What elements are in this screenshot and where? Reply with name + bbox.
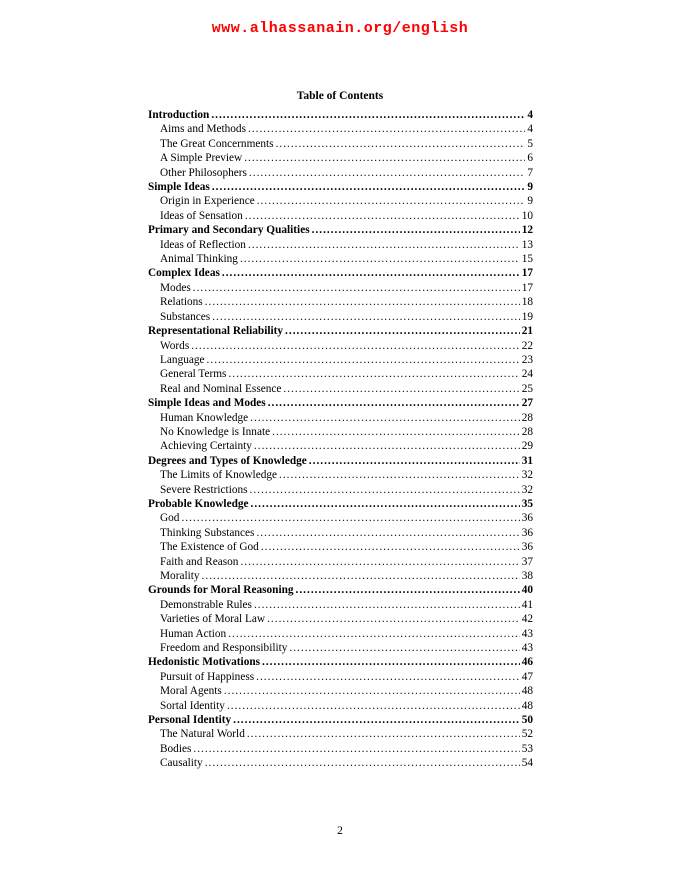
dot-leader [193,742,519,756]
toc-entry [148,756,533,770]
toc-entry [148,727,533,741]
toc-entry-label: Probable Knowledge [148,497,249,510]
toc-entry-page: 7 [527,166,533,179]
toc-entry-page: 40 [521,584,533,597]
toc-entry-label: Primary and Secondary Qualities [148,224,310,237]
toc-entry-label: Introduction [148,109,210,121]
toc-entry [148,266,533,280]
dot-leader [222,266,520,280]
dot-leader [261,540,520,554]
toc-entry-label: Severe Restrictions [160,483,248,496]
toc-entry-label: Achieving Certainty [160,440,252,453]
toc-entry-page: 21 [521,325,533,338]
table-of-contents [148,108,533,771]
toc-entry-page: 4 [527,109,533,121]
toc-entry-label: Human Action [160,627,227,640]
dot-leader [233,713,520,727]
toc-entry [148,555,533,569]
dot-leader [267,612,520,626]
dot-leader [227,699,520,713]
toc-entry-page: 17 [521,267,533,280]
toc-entry-page: 32 [521,483,533,496]
toc-entry-label: Animal Thinking [160,253,238,266]
toc-entry-label: The Limits of Knowledge [160,469,278,482]
toc-entry-page: 6 [527,152,533,165]
toc-entry-label: Moral Agents [160,685,222,698]
toc-entry-label: God [160,512,180,525]
toc-entry [148,540,533,554]
dot-leader [202,569,520,583]
toc-entry [148,583,533,597]
toc-entry [148,483,533,497]
toc-entry-page: 25 [521,382,533,395]
dot-leader [191,339,519,353]
toc-entry-page: 36 [521,512,533,525]
dot-leader [247,727,520,741]
toc-entry [148,670,533,684]
toc-entry-label: Hedonistic Motivations [148,656,261,669]
toc-entry [148,324,533,338]
toc-entry-page: 48 [521,699,533,712]
dot-leader [272,425,520,439]
toc-entry-page: 24 [521,368,533,381]
toc-entry-page: 47 [521,670,533,683]
toc-entry [148,310,533,324]
toc-entry-label: Language [160,353,205,366]
toc-entry-label: Morality [160,570,200,582]
toc-entry-page: 38 [521,570,533,582]
dot-leader [257,194,526,208]
dot-leader [205,756,520,770]
dot-leader [276,137,526,151]
toc-entry-label: The Existence of God [160,541,259,554]
dot-leader [268,396,520,410]
toc-entry [148,209,533,223]
toc-entry-label: Modes [160,281,191,294]
toc-entry-page: 10 [521,209,533,222]
toc-entry-label: Varieties of Moral Law [160,613,266,626]
toc-entry-label: The Great Concernments [160,137,274,150]
toc-entry-label: Human Knowledge [160,411,249,424]
dot-leader [207,353,520,367]
toc-entry-page: 37 [521,555,533,568]
dot-leader [181,511,519,525]
toc-entry [148,598,533,612]
toc-entry-label: Complex Ideas [148,267,220,280]
toc-entry [148,166,533,180]
toc-entry-page: 19 [521,310,533,323]
toc-entry-label: Pursuit of Happiness [160,670,255,683]
dot-leader [193,281,520,295]
toc-entry [148,641,533,655]
toc-entry-page: 43 [521,627,533,640]
toc-entry [148,713,533,727]
toc-entry-label: Ideas of Reflection [160,238,246,251]
toc-entry-page: 23 [521,353,533,366]
toc-entry [148,526,533,540]
dot-leader [256,526,519,540]
toc-entry-label: Aims and Methods [160,123,246,136]
toc-entry-page: 31 [521,454,533,467]
dot-leader [289,641,519,655]
dot-leader [205,295,520,309]
dot-leader [248,238,520,252]
toc-entry [148,151,533,165]
toc-entry-page: 41 [521,598,533,611]
site-url: www.alhassanain.org/english [211,20,469,37]
toc-entry-page: 27 [521,397,533,410]
toc-entry-page: 50 [521,714,533,727]
dot-leader [240,555,519,569]
toc-entry-label: Origin in Experience [160,195,255,208]
toc-entry-page: 18 [521,296,533,309]
toc-entry-label: Degrees and Types of Knowledge [148,454,307,467]
toc-entry-label: Words [160,339,190,352]
dot-leader [254,598,520,612]
toc-entry-page: 35 [521,497,533,510]
toc-entry [148,411,533,425]
toc-entry-label: The Natural World [160,728,245,741]
toc-entry-page: 12 [521,224,533,237]
toc-entry [148,655,533,669]
toc-entry [148,252,533,266]
toc-entry [148,367,533,381]
toc-entry [148,497,533,511]
toc-entry-label: Ideas of Sensation [160,209,243,222]
dot-leader [251,497,520,511]
dot-leader [228,627,519,641]
toc-entry-page: 53 [521,742,533,755]
toc-entry-page: 15 [521,253,533,266]
dot-leader [256,670,520,684]
toc-entry [148,194,533,208]
toc-entry-page: 28 [521,425,533,438]
toc-entry [148,439,533,453]
toc-entry [148,281,533,295]
toc-entry [148,238,533,252]
toc-entry [148,454,533,468]
dot-leader [212,180,526,194]
toc-entry-label: Sortal Identity [160,699,225,712]
toc-entry [148,468,533,482]
toc-entry-label: Simple Ideas [148,181,210,194]
toc-entry-page: 13 [521,238,533,251]
dot-leader [250,411,520,425]
toc-entry [148,108,533,122]
toc-entry-label: Other Philosophers [160,166,247,179]
toc-entry-label: Thinking Substances [160,526,255,539]
toc-entry-page: 52 [521,728,533,741]
toc-entry-page: 4 [527,123,533,136]
toc-entry-label: Real and Nominal Essence [160,382,282,395]
dot-leader [249,166,525,180]
toc-entry [148,339,533,353]
toc-entry-page: 36 [521,541,533,554]
dot-leader [212,310,520,324]
toc-entry-page: 17 [521,281,533,294]
toc-entry [148,396,533,410]
dot-leader [224,684,520,698]
dot-leader [279,468,520,482]
toc-entry-page: 5 [527,137,533,150]
toc-entry-page: 43 [521,642,533,655]
toc-entry-page: 36 [521,526,533,539]
toc-entry [148,425,533,439]
toc-entry-label: No Knowledge is Innate [160,425,271,438]
dot-leader [248,122,525,136]
toc-entry-page: 54 [521,757,533,770]
toc-entry-page: 32 [521,469,533,482]
dot-leader [244,151,525,165]
toc-entry [148,295,533,309]
dot-leader [254,439,520,453]
dot-leader [245,209,520,223]
dot-leader [285,324,520,338]
dot-leader [312,223,520,237]
toc-entry-label: Faith and Reason [160,555,239,568]
toc-entry [148,569,533,583]
toc-entry [148,180,533,194]
toc-entry-page: 42 [521,613,533,626]
toc-entry [148,137,533,151]
toc-entry [148,627,533,641]
toc-entry [148,612,533,626]
toc-entry-page: 29 [521,440,533,453]
toc-entry-label: Bodies [160,742,192,755]
toc-entry [148,353,533,367]
page-title: Table of Contents [296,90,384,102]
dot-leader [296,583,520,597]
toc-entry-label: Representational Reliability [148,325,284,338]
toc-entry-label: Simple Ideas and Modes [148,397,266,410]
toc-entry [148,223,533,237]
dot-leader [283,382,519,396]
toc-entry [148,684,533,698]
toc-entry-label: Substances [160,310,211,323]
toc-entry-label: Freedom and Responsibility [160,642,288,655]
toc-entry-page: 46 [521,656,533,669]
toc-entry [148,382,533,396]
dot-leader [228,367,519,381]
toc-entry-page: 9 [527,195,533,208]
toc-entry-page: 28 [521,411,533,424]
toc-entry-label: Personal Identity [148,714,232,727]
toc-entry [148,122,533,136]
toc-entry-page: 22 [521,339,533,352]
dot-leader [211,108,525,122]
toc-entry [148,511,533,525]
toc-entry-label: General Terms [160,368,227,381]
page-number: 2 [337,825,343,837]
dot-leader [240,252,520,266]
toc-entry-label: Causality [160,757,203,770]
dot-leader [262,655,520,669]
toc-entry-label: Grounds for Moral Reasoning [148,584,294,597]
toc-entry-label: Relations [160,296,203,309]
dot-leader [250,483,520,497]
toc-entry [148,742,533,756]
dot-leader [309,454,520,468]
toc-entry [148,699,533,713]
toc-entry-page: 48 [521,685,533,698]
toc-entry-label: A Simple Preview [160,152,243,165]
toc-entry-page: 9 [527,181,533,194]
toc-entry-label: Demonstrable Rules [160,598,252,611]
